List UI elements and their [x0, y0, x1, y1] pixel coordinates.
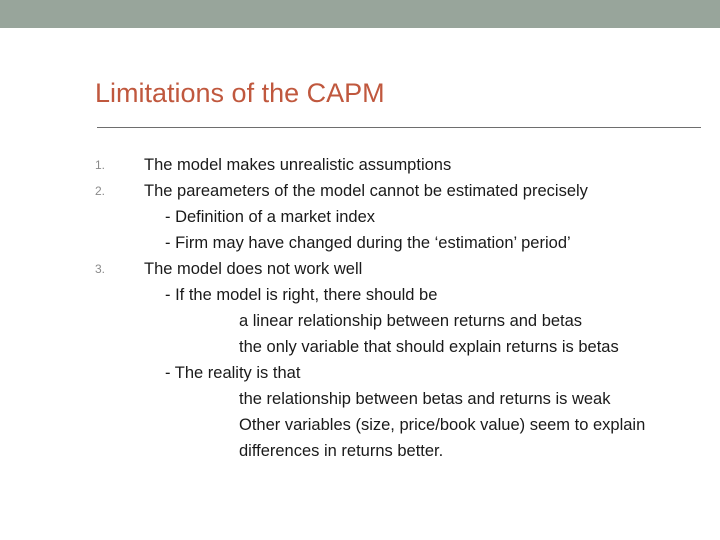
top-accent-bar — [0, 0, 720, 28]
slide-title: Limitations of the CAPM — [95, 78, 385, 108]
list-item-3: The model does not work well — [144, 260, 363, 278]
list-subitem-2-1: - Definition of a market index — [165, 208, 376, 226]
list-subitem-3-2-b: Other variables (size, price/book value) seem to explain — [239, 416, 646, 434]
list-subitem-3-2: - The reality is that — [165, 364, 301, 382]
list-item-1: The model makes unrealistic assumptions — [144, 156, 452, 174]
list-subitem-3-2-a: the relationship between betas and returns is weak — [239, 390, 611, 408]
list-subitem-3-1-a: a linear relationship between returns and betas — [239, 312, 583, 330]
list-number-1: 1. — [95, 158, 106, 172]
list-subitem-3-2-c: differences in returns better. — [239, 442, 444, 460]
list-subitem-3-1-b: the only variable that should explain returns is betas — [239, 338, 619, 356]
list-number-3: 3. — [95, 262, 106, 276]
list-subitem-3-1: - If the model is right, there should be — [165, 286, 438, 304]
list-item-2: The pareameters of the model cannot be estimated precisely — [144, 182, 588, 200]
list-number-2: 2. — [95, 184, 106, 198]
title-divider — [97, 127, 701, 128]
list-subitem-2-2: - Firm may have changed during the ‘estimation’ period’ — [165, 234, 571, 252]
